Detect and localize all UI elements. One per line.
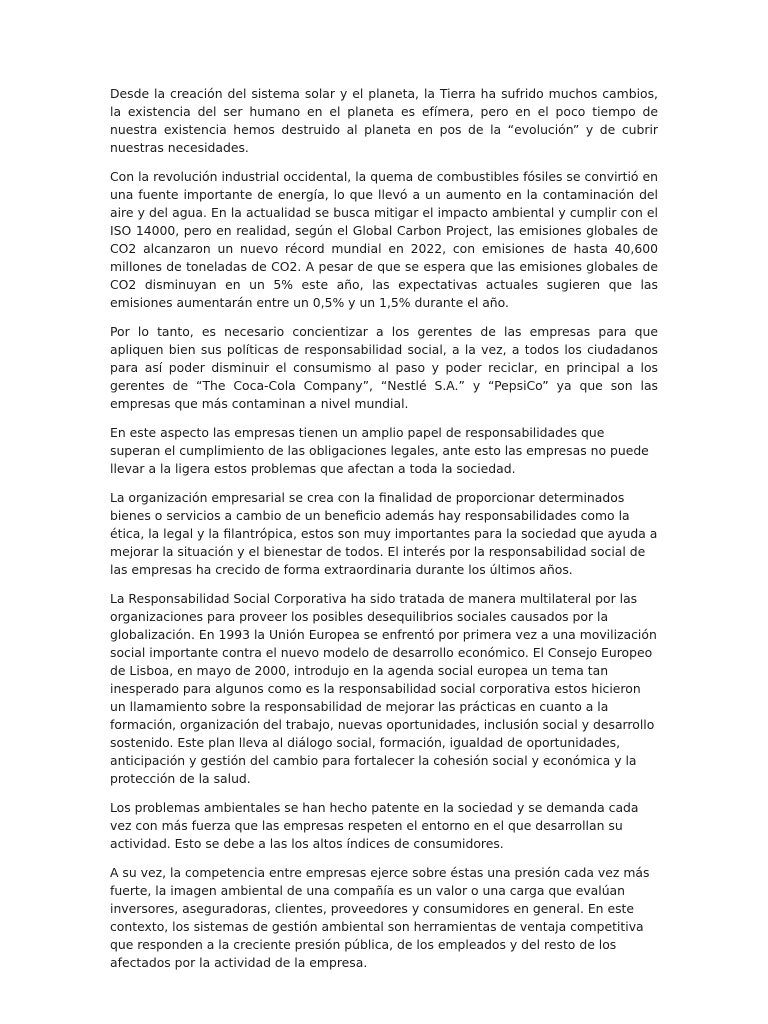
paragraph-4: En este aspecto las empresas tienen un amplio papel de responsabilidades que superan el cumplimiento de las obligaciones legales, ante esto las empresas no puede llevar a la ligera estos problemas que afectan a toda la sociedad.	[110, 425, 649, 476]
paragraph-2: Con la revolución industrial occidental, la quema de combustibles fósiles se convirtió en una fuente importante de energía, lo que llevó a un aumento en la contaminación del aire y del agua. En la actualidad se busca mitigar el impacto ambiental y cumplir con el ISO 14000, pero en realidad, según el Global Carbon Project, las emisiones globales de CO2 alcanzaron un nuevo récord mundial en 2022, con emisiones de hasta 40,600 millones de toneladas de CO2. A pesar de que se espera que las emisiones globales de CO2 disminuyan en un 5% este año, las expectativas actuales sugieren que las emisiones aumentarán entre un 0,5% y un 1,5% durante el año.	[110, 169, 658, 310]
paragraph-5: La organización empresarial se crea con la finalidad de proporcionar determinados bienes o servicios a cambio de un beneficio además hay responsabilidades como la ética, la legal y la filantrópica, estos son muy importantes para la sociedad que ayuda a mejorar la situación y el bienestar de todos. El interés por la responsabilidad social de las empresas ha crecido de forma extraordinaria durante los últimos años.	[110, 490, 658, 577]
paragraph-6: La Responsabilidad Social Corporativa ha sido tratada de manera multilateral por las organizaciones para proveer los posibles desequilibrios sociales causados por la globalización. En 1993 la Unión Europea se enfrentó por primera vez a una movilización social importante contra el nuevo modelo de desarrollo económico. El Consejo Europeo de Lisboa, en mayo de 2000, introdujo en la agenda social europea un tema tan inesperado para algunos como es la responsabilidad social corporativa estos hicieron un llamamiento sobre la responsabilidad de mejorar las prácticas en cuanto a la formación, organización del trabajo, nuevas oportunidades, inclusión social y desarrollo sostenido. Este plan lleva al diálogo social, formación, igualdad de oportunidades, anticipación y gestión del cambio para fortalecer la cohesión social y económica y la protección de la salud.	[110, 591, 657, 786]
paragraph-1: Desde la creación del sistema solar y el planeta, la Tierra ha sufrido muchos cambios, la existencia del ser humano en el planeta es efímera, pero en el poco tiempo de nuestra existencia hemos destruido al planeta en pos de la “evolución” y de cubrir nuestras necesidades.	[110, 86, 658, 155]
document-body	[110, 85, 658, 983]
paragraph-7: Los problemas ambientales se han hecho patente en la sociedad y se demanda cada vez con más fuerza que las empresas respeten el entorno en el que desarrollan su actividad. Esto se debe a las los altos índices de consumidores.	[110, 800, 639, 851]
paragraph-8: A su vez, la competencia entre empresas ejerce sobre éstas una presión cada vez más fuerte, la imagen ambiental de una compañía es un valor o una carga que evalúan inversores, aseguradoras, clientes, proveedores y consumidores en general. En este contexto, los sistemas de gestión ambiental son herramientas de ventaja competitiva que responden a la creciente presión pública, de los empleados y del resto de los afectados por la actividad de la empresa.	[110, 865, 650, 970]
paragraph-3: Por lo tanto, es necesario concientizar a los gerentes de las empresas para que apliquen bien sus políticas de responsabilidad social, a la vez, a todos los ciudadanos para así poder disminuir el consumismo al paso y poder reciclar, en principal a los gerentes de “The Coca-Cola Company”, “Nestlé S.A.” y “PepsiCo” ya que son las empresas que más contaminan a nivel mundial.	[110, 324, 658, 411]
